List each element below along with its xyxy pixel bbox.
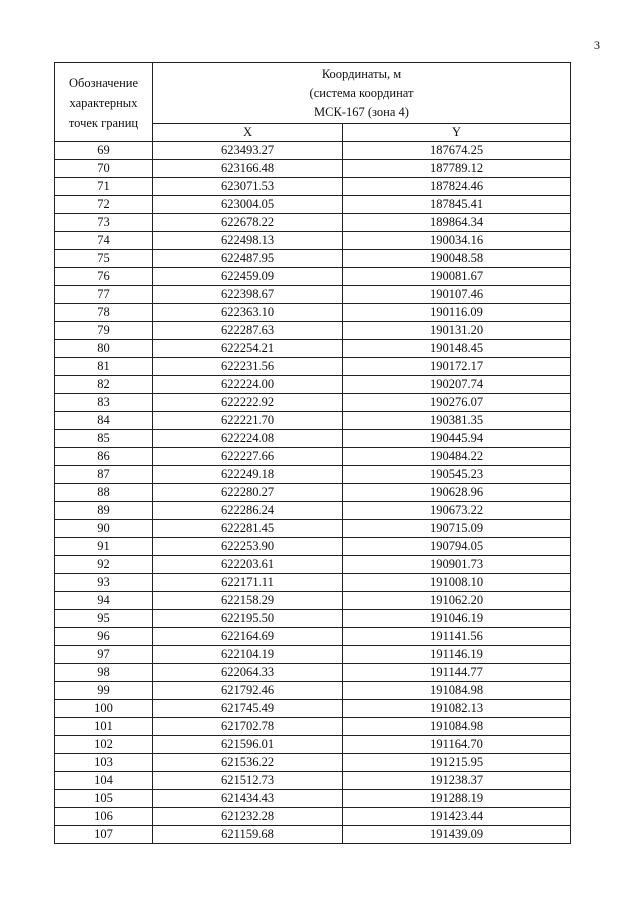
table-row [55, 214, 571, 232]
table-body [55, 142, 571, 844]
y-coordinate-cell: 190131.20 [343, 322, 571, 340]
coordinates-table [54, 62, 571, 844]
point-cell: 83 [55, 394, 153, 412]
x-coordinate-cell: 622231.56 [153, 358, 343, 376]
y-coordinate-cell: 187789.12 [343, 160, 571, 178]
point-cell: 105 [55, 790, 153, 808]
coordinates-header-line-2: (система координат [309, 85, 414, 100]
table-row [55, 610, 571, 628]
table-row [55, 142, 571, 160]
x-coordinate-cell: 623071.53 [153, 178, 343, 196]
x-coordinate-cell: 622287.63 [153, 322, 343, 340]
y-coordinate-cell: 191164.70 [343, 736, 571, 754]
table-row [55, 574, 571, 592]
y-coordinate-cell: 190148.45 [343, 340, 571, 358]
table-row [55, 430, 571, 448]
x-coordinate-cell: 621512.73 [153, 772, 343, 790]
y-coordinate-cell: 187845.41 [343, 196, 571, 214]
x-coordinate-cell: 622253.90 [153, 538, 343, 556]
y-coordinate-cell: 191144.77 [343, 664, 571, 682]
y-coordinate-cell: 190628.96 [343, 484, 571, 502]
x-coordinate-cell: 622254.21 [153, 340, 343, 358]
x-coordinate-cell: 621596.01 [153, 736, 343, 754]
x-coordinate-cell: 621159.68 [153, 826, 343, 844]
point-cell: 90 [55, 520, 153, 538]
point-cell: 84 [55, 412, 153, 430]
table-row [55, 718, 571, 736]
point-cell: 81 [55, 358, 153, 376]
x-coordinate-cell: 622158.29 [153, 592, 343, 610]
table-row [55, 178, 571, 196]
x-coordinate-cell: 622224.00 [153, 376, 343, 394]
table-row [55, 808, 571, 826]
x-coordinate-cell: 622280.27 [153, 484, 343, 502]
x-coordinate-cell: 622281.45 [153, 520, 343, 538]
point-cell: 107 [55, 826, 153, 844]
y-coordinate-cell: 190445.94 [343, 430, 571, 448]
x-coordinate-cell: 622249.18 [153, 466, 343, 484]
x-column-header: X [153, 124, 343, 142]
table-row [55, 250, 571, 268]
y-coordinate-cell: 187824.46 [343, 178, 571, 196]
point-cell: 75 [55, 250, 153, 268]
y-coordinate-cell: 187674.25 [343, 142, 571, 160]
x-coordinate-cell: 622222.92 [153, 394, 343, 412]
y-column-header: Y [343, 124, 571, 142]
y-coordinate-cell: 191084.98 [343, 718, 571, 736]
table-row [55, 394, 571, 412]
y-coordinate-cell: 190276.07 [343, 394, 571, 412]
x-coordinate-cell: 622164.69 [153, 628, 343, 646]
x-coordinate-cell: 622203.61 [153, 556, 343, 574]
point-cell: 86 [55, 448, 153, 466]
x-coordinate-cell: 621232.28 [153, 808, 343, 826]
table-row [55, 502, 571, 520]
y-coordinate-cell: 190081.67 [343, 268, 571, 286]
table-row [55, 592, 571, 610]
point-header-line-1: Обозначение [68, 76, 139, 90]
y-coordinate-cell: 191238.37 [343, 772, 571, 790]
point-cell: 97 [55, 646, 153, 664]
point-cell: 69 [55, 142, 153, 160]
table-header [55, 63, 571, 142]
y-coordinate-cell: 191008.10 [343, 574, 571, 592]
y-coordinate-cell: 191215.95 [343, 754, 571, 772]
point-cell: 89 [55, 502, 153, 520]
y-coordinate-cell: 190484.22 [343, 448, 571, 466]
x-coordinate-cell: 623004.05 [153, 196, 343, 214]
x-coordinate-cell: 622171.11 [153, 574, 343, 592]
x-coordinate-cell: 621702.78 [153, 718, 343, 736]
point-cell: 78 [55, 304, 153, 322]
point-cell: 101 [55, 718, 153, 736]
point-cell: 76 [55, 268, 153, 286]
point-cell: 82 [55, 376, 153, 394]
y-coordinate-cell: 190207.74 [343, 376, 571, 394]
point-cell: 88 [55, 484, 153, 502]
point-cell: 92 [55, 556, 153, 574]
x-coordinate-cell: 622363.10 [153, 304, 343, 322]
table-row [55, 304, 571, 322]
point-cell: 87 [55, 466, 153, 484]
y-coordinate-cell: 191082.13 [343, 700, 571, 718]
point-cell: 98 [55, 664, 153, 682]
point-cell: 77 [55, 286, 153, 304]
point-cell: 96 [55, 628, 153, 646]
x-coordinate-cell: 622227.66 [153, 448, 343, 466]
x-coordinate-cell: 622224.08 [153, 430, 343, 448]
table-row [55, 754, 571, 772]
x-coordinate-cell: 623493.27 [153, 142, 343, 160]
coordinates-header-line-1: Координаты, м [321, 66, 402, 81]
y-coordinate-cell: 191423.44 [343, 808, 571, 826]
point-cell: 93 [55, 574, 153, 592]
x-coordinate-cell: 622286.24 [153, 502, 343, 520]
y-coordinate-cell: 190794.05 [343, 538, 571, 556]
point-header-line-2: характерных [69, 96, 138, 110]
y-coordinate-cell: 190901.73 [343, 556, 571, 574]
y-coordinate-cell: 190116.09 [343, 304, 571, 322]
x-coordinate-cell: 621792.46 [153, 682, 343, 700]
y-coordinate-cell: 191062.20 [343, 592, 571, 610]
point-cell: 91 [55, 538, 153, 556]
x-coordinate-cell: 622221.70 [153, 412, 343, 430]
y-coordinate-cell: 191146.19 [343, 646, 571, 664]
x-coordinate-cell: 622398.67 [153, 286, 343, 304]
y-coordinate-cell: 190172.17 [343, 358, 571, 376]
point-cell: 103 [55, 754, 153, 772]
table-row [55, 376, 571, 394]
table-row [55, 286, 571, 304]
table-row [55, 340, 571, 358]
y-coordinate-cell: 190715.09 [343, 520, 571, 538]
y-coordinate-cell: 191439.09 [343, 826, 571, 844]
x-coordinate-cell: 623166.48 [153, 160, 343, 178]
point-cell: 102 [55, 736, 153, 754]
y-coordinate-cell: 190107.46 [343, 286, 571, 304]
point-cell: 71 [55, 178, 153, 196]
table-row [55, 322, 571, 340]
table-row [55, 628, 571, 646]
table-row [55, 700, 571, 718]
x-coordinate-cell: 622678.22 [153, 214, 343, 232]
table-row [55, 538, 571, 556]
x-coordinate-cell: 621536.22 [153, 754, 343, 772]
y-coordinate-cell: 190545.23 [343, 466, 571, 484]
x-coordinate-cell: 622487.95 [153, 250, 343, 268]
point-designation-header [55, 63, 153, 142]
page-number: 3 [594, 38, 600, 52]
point-cell: 95 [55, 610, 153, 628]
y-coordinate-cell: 190048.58 [343, 250, 571, 268]
y-coordinate-cell: 191046.19 [343, 610, 571, 628]
table-row [55, 232, 571, 250]
table-row [55, 682, 571, 700]
x-coordinate-cell: 621434.43 [153, 790, 343, 808]
coordinates-header [153, 63, 571, 124]
header-row-top [55, 63, 571, 124]
x-coordinate-cell: 622195.50 [153, 610, 343, 628]
table-row [55, 358, 571, 376]
y-coordinate-cell: 190673.22 [343, 502, 571, 520]
point-cell: 70 [55, 160, 153, 178]
point-cell: 106 [55, 808, 153, 826]
point-cell: 100 [55, 700, 153, 718]
y-coordinate-cell: 190034.16 [343, 232, 571, 250]
y-coordinate-cell: 189864.34 [343, 214, 571, 232]
point-cell: 72 [55, 196, 153, 214]
y-coordinate-cell: 191288.19 [343, 790, 571, 808]
table-row [55, 826, 571, 844]
y-coordinate-cell: 190381.35 [343, 412, 571, 430]
x-coordinate-cell: 621745.49 [153, 700, 343, 718]
table-row [55, 646, 571, 664]
table-row [55, 412, 571, 430]
point-cell: 79 [55, 322, 153, 340]
table-row [55, 790, 571, 808]
x-coordinate-cell: 622064.33 [153, 664, 343, 682]
point-cell: 80 [55, 340, 153, 358]
table-row [55, 556, 571, 574]
point-cell: 85 [55, 430, 153, 448]
table-row [55, 520, 571, 538]
table-row [55, 484, 571, 502]
point-cell: 99 [55, 682, 153, 700]
x-coordinate-cell: 622498.13 [153, 232, 343, 250]
x-coordinate-cell: 622459.09 [153, 268, 343, 286]
table-row [55, 268, 571, 286]
point-cell: 94 [55, 592, 153, 610]
point-cell: 73 [55, 214, 153, 232]
y-coordinate-cell: 191084.98 [343, 682, 571, 700]
table-row [55, 160, 571, 178]
table-row [55, 736, 571, 754]
coordinates-header-line-3: МСК-167 (зона 4) [314, 104, 409, 119]
point-header-line-3: точек границ [68, 116, 139, 130]
table-row [55, 466, 571, 484]
y-coordinate-cell: 191141.56 [343, 628, 571, 646]
point-cell: 74 [55, 232, 153, 250]
table-row [55, 664, 571, 682]
x-coordinate-cell: 622104.19 [153, 646, 343, 664]
table-row [55, 448, 571, 466]
table-row [55, 772, 571, 790]
table-row [55, 196, 571, 214]
point-cell: 104 [55, 772, 153, 790]
